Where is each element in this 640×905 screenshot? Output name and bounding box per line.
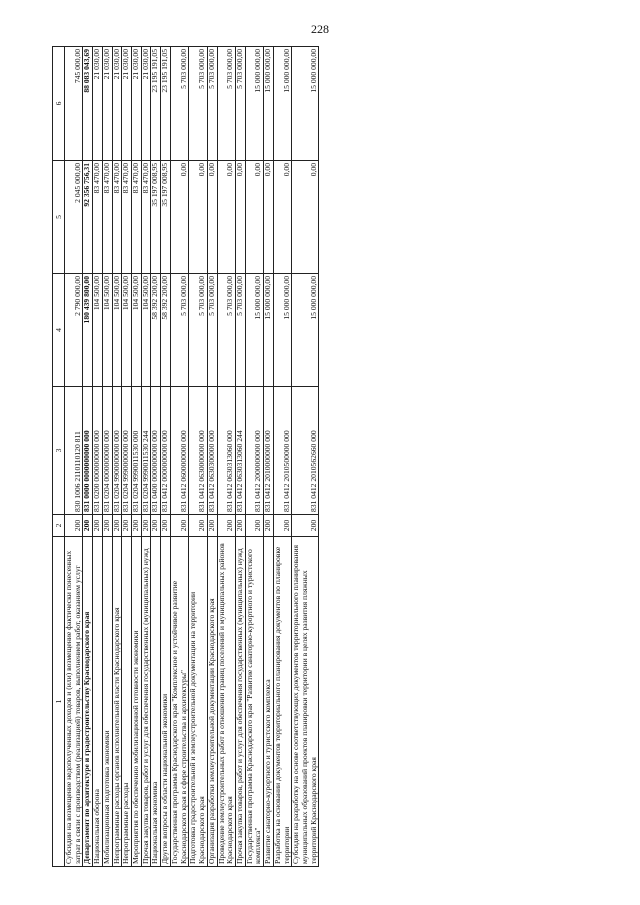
row-name-cell: Подготовка градостроительной и землеустроительной документации на территории Краснодарского края [189, 537, 207, 867]
row-approved-cell: 104 500,00 [112, 274, 122, 387]
row-classifier-cell: 831 0412 0600000000 000 [170, 387, 188, 515]
table-row [264, 47, 274, 867]
row-code-cell: 200 [112, 515, 122, 537]
row-code-cell: 200 [273, 515, 291, 537]
table-row [217, 47, 235, 867]
row-executed-cell: 83 470,00 [141, 161, 151, 274]
header-col-3: 3 [53, 387, 65, 515]
row-executed-cell: 83 470,00 [93, 161, 103, 274]
row-executed-cell: 0,00 [207, 161, 217, 274]
row-remainder-cell: 21 030,00 [122, 47, 132, 161]
row-name-cell: Национальная экономика [151, 537, 161, 867]
row-executed-cell: 83 470,00 [112, 161, 122, 274]
header-col-2: 2 [53, 515, 65, 537]
row-remainder-cell: 15 000 000,00 [264, 47, 274, 161]
table-row [93, 47, 103, 867]
row-executed-cell: 0,00 [189, 161, 207, 274]
budget-table [52, 46, 319, 867]
row-classifier-cell: 831 0412 0630300000 000 [207, 387, 217, 515]
row-approved-cell: 2 790 000,00 [65, 274, 83, 387]
row-remainder-cell: 5 703 000,00 [217, 47, 235, 161]
row-code-cell: 200 [93, 515, 103, 537]
row-remainder-cell: 745 000,00 [65, 47, 83, 161]
row-code-cell: 200 [189, 515, 207, 537]
row-remainder-cell: 88 083 043,69 [83, 47, 93, 161]
row-classifier-cell: 831 0000 0000000000 000 [83, 387, 93, 515]
rotated-table-container [52, 47, 587, 867]
row-name-cell: Развитие санаторно-курортного и туристского комплекса [264, 537, 274, 867]
row-code-cell: 200 [235, 515, 245, 537]
row-code-cell: 200 [83, 515, 93, 537]
row-approved-cell: 104 500,00 [141, 274, 151, 387]
row-approved-cell: 5 703 000,00 [217, 274, 235, 387]
row-remainder-cell: 5 703 000,00 [207, 47, 217, 161]
row-classifier-cell: 831 0412 2000000000 000 [245, 387, 263, 515]
row-classifier-cell: 831 0412 0630313060 244 [235, 387, 245, 515]
row-remainder-cell: 21 030,00 [93, 47, 103, 161]
table-row [292, 47, 319, 867]
row-name-cell: Государственная программа Краснодарского края "Развитие санаторно-курортного и туристского комплекса" [245, 537, 263, 867]
row-code-cell: 200 [245, 515, 263, 537]
row-remainder-cell: 21 030,00 [141, 47, 151, 161]
row-classifier-cell: 831 0204 9990011530 000 [132, 387, 142, 515]
row-classifier-cell: 831 0412 2010562660 000 [292, 387, 319, 515]
row-name-cell: Прочая закупка товаров, работ и услуг для обеспечения государственных (муниципальных) нужд [141, 537, 151, 867]
row-executed-cell: 35 197 008,95 [151, 161, 161, 274]
row-name-cell: Субсидии на возмещение недополученных доходов и (или) возмещение фактически понесенных затрат в связи с производством (реализацией) товаров, выполнением работ, оказанием услуг [65, 537, 83, 867]
row-code-cell: 200 [141, 515, 151, 537]
row-executed-cell: 83 470,00 [132, 161, 142, 274]
row-classifier-cell: 831 0412 2010500000 000 [273, 387, 291, 515]
row-classifier-cell: 831 0412 0630313060 000 [217, 387, 235, 515]
header-col-5: 5 [53, 161, 65, 274]
header-col-6: 6 [53, 47, 65, 161]
row-approved-cell: 15 000 000,00 [245, 274, 263, 387]
row-code-cell: 200 [292, 515, 319, 537]
row-remainder-cell: 23 195 191,05 [161, 47, 171, 161]
row-classifier-cell: 831 0204 9990011530 244 [141, 387, 151, 515]
row-remainder-cell: 15 000 000,00 [292, 47, 319, 161]
header-col-4: 4 [53, 274, 65, 387]
row-classifier-cell: 831 0204 9900000000 000 [112, 387, 122, 515]
row-approved-cell: 58 392 200,00 [161, 274, 171, 387]
row-executed-cell: 0,00 [217, 161, 235, 274]
row-code-cell: 200 [217, 515, 235, 537]
row-executed-cell: 0,00 [273, 161, 291, 274]
row-classifier-cell: 831 0412 0000000000 000 [161, 387, 171, 515]
row-name-cell: Непрограммные расходы [122, 537, 132, 867]
row-classifier-cell: 831 0400 0000000000 000 [151, 387, 161, 515]
table-row [132, 47, 142, 867]
row-executed-cell: 0,00 [245, 161, 263, 274]
row-name-cell: Непрограммные расходы органов исполнительной власти Краснодарского края [112, 537, 122, 867]
row-name-cell: Организация разработки землеустроительной документации Краснодарского края [207, 537, 217, 867]
table-row [161, 47, 171, 867]
row-name-cell: Национальная оборона [93, 537, 103, 867]
row-code-cell: 200 [207, 515, 217, 537]
row-name-cell: Государственная программа Краснодарского края "Комплексное и устойчивое развитие Краснодарского края в сфере строительства и архитектуры" [170, 537, 188, 867]
row-approved-cell: 58 392 200,00 [151, 274, 161, 387]
row-approved-cell: 15 000 000,00 [292, 274, 319, 387]
row-approved-cell: 5 703 000,00 [235, 274, 245, 387]
row-code-cell: 200 [65, 515, 83, 537]
row-name-cell: Субсидии на разработку на основе соответствующих документов территориального планирования муниципальных образований проектов планировки территории в целях развития пляжных территорий Краснодарского края [292, 537, 319, 867]
row-executed-cell: 83 470,00 [122, 161, 132, 274]
row-classifier-cell: 831 0200 0000000000 000 [93, 387, 103, 515]
row-approved-cell: 104 500,00 [102, 274, 112, 387]
row-name-cell: Мобилизационная подготовка экономики [102, 537, 112, 867]
row-remainder-cell: 21 030,00 [102, 47, 112, 161]
row-code-cell: 200 [264, 515, 274, 537]
table-row [170, 47, 188, 867]
row-approved-cell: 5 703 000,00 [189, 274, 207, 387]
row-classifier-cell: 831 0204 0000000000 000 [102, 387, 112, 515]
row-name-cell: Мероприятия по обеспечению мобилизационной готовности экономики [132, 537, 142, 867]
table-row [245, 47, 263, 867]
row-executed-cell: 92 356 756,31 [83, 161, 93, 274]
row-approved-cell: 5 703 000,00 [207, 274, 217, 387]
table-row [235, 47, 245, 867]
row-executed-cell: 0,00 [264, 161, 274, 274]
row-classifier-cell: 831 0204 9990000000 000 [122, 387, 132, 515]
row-code-cell: 200 [161, 515, 171, 537]
row-name-cell: Департамент по архитектуре и градостроительству Краснодарского края [83, 537, 93, 867]
row-classifier-cell: 830 1006 2110110120 811 [65, 387, 83, 515]
row-code-cell: 200 [132, 515, 142, 537]
row-executed-cell: 2 045 000,00 [65, 161, 83, 274]
table-row [102, 47, 112, 867]
table-row [189, 47, 207, 867]
row-remainder-cell: 21 030,00 [112, 47, 122, 161]
row-classifier-cell: 831 0412 2010000000 000 [264, 387, 274, 515]
row-remainder-cell: 5 703 000,00 [189, 47, 207, 161]
row-approved-cell: 104 500,00 [93, 274, 103, 387]
row-approved-cell: 15 000 000,00 [273, 274, 291, 387]
row-remainder-cell: 23 195 191,05 [151, 47, 161, 161]
row-classifier-cell: 831 0412 0630000000 000 [189, 387, 207, 515]
row-approved-cell: 180 439 800,00 [83, 274, 93, 387]
table-body [65, 47, 319, 867]
row-name-cell: Проведение землеустроительных работ в отношении границ поселений и муниципальных районов Краснодарского края [217, 537, 235, 867]
row-remainder-cell: 15 000 000,00 [273, 47, 291, 161]
row-remainder-cell: 5 703 000,00 [170, 47, 188, 161]
row-executed-cell: 83 470,00 [102, 161, 112, 274]
row-remainder-cell: 15 000 000,00 [245, 47, 263, 161]
table-row [207, 47, 217, 867]
row-approved-cell: 5 703 000,00 [170, 274, 188, 387]
row-approved-cell: 104 500,00 [122, 274, 132, 387]
row-executed-cell: 0,00 [292, 161, 319, 274]
row-remainder-cell: 21 030,00 [132, 47, 142, 161]
header-col-1: 1 [53, 537, 65, 867]
row-name-cell: Прочая закупка товаров, работ и услуг для обеспечения государственных (муниципальных) нужд [235, 537, 245, 867]
row-code-cell: 200 [151, 515, 161, 537]
row-name-cell: Другие вопросы в области национальной экономики [161, 537, 171, 867]
row-approved-cell: 104 500,00 [132, 274, 142, 387]
row-code-cell: 200 [122, 515, 132, 537]
row-executed-cell: 0,00 [235, 161, 245, 274]
row-name-cell: Разработка на основании документов территориального планирования документов по планировке территории [273, 537, 291, 867]
row-code-cell: 200 [102, 515, 112, 537]
row-executed-cell: 35 197 008,95 [161, 161, 171, 274]
page-number: 228 [311, 22, 329, 36]
row-executed-cell: 0,00 [170, 161, 188, 274]
row-approved-cell: 15 000 000,00 [264, 274, 274, 387]
row-remainder-cell: 5 703 000,00 [235, 47, 245, 161]
row-code-cell: 200 [170, 515, 188, 537]
table-header-row [53, 47, 65, 867]
table-row [65, 47, 83, 867]
table-row [273, 47, 291, 867]
